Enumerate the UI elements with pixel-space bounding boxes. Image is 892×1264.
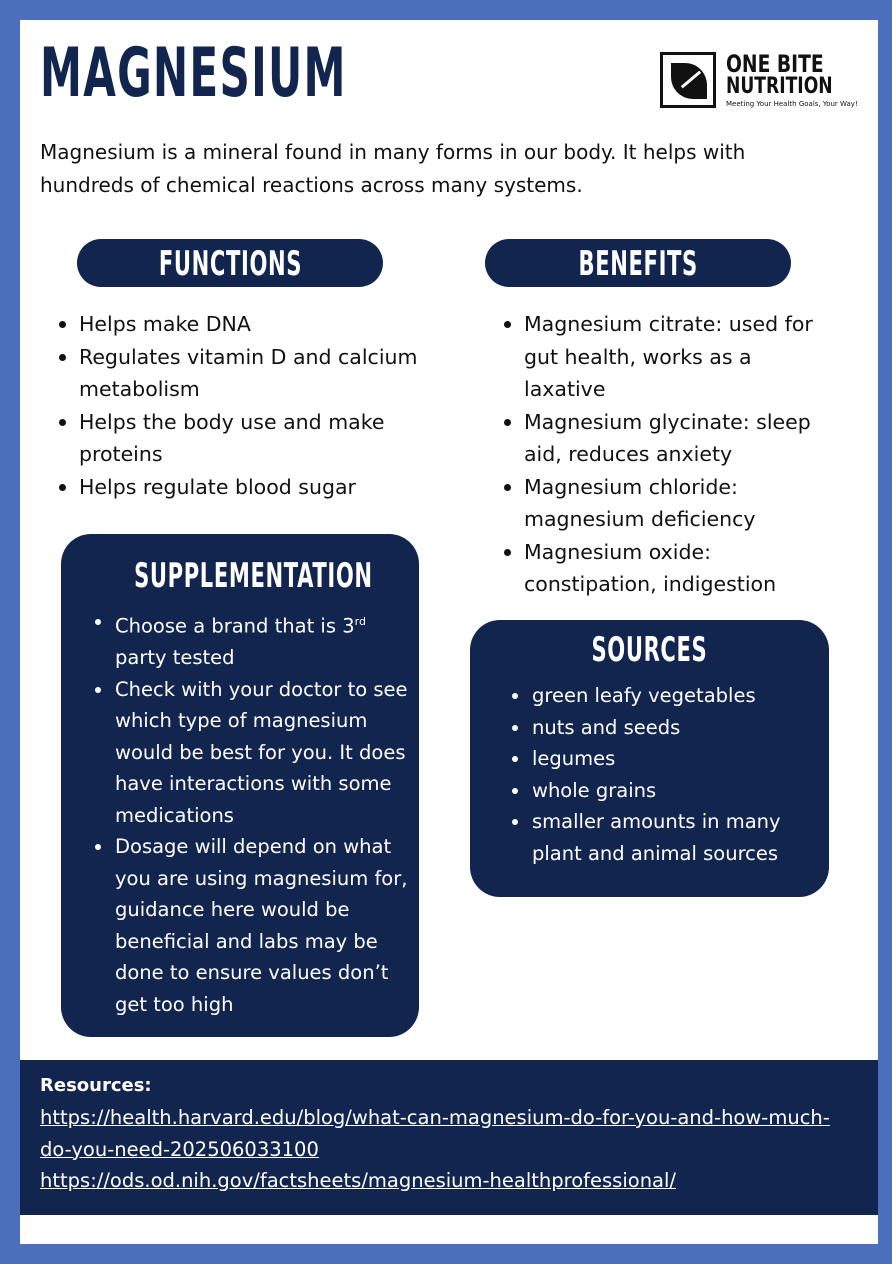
sources-list [510,680,800,869]
list-item: Regulates vitamin D and calcium metabolism [57,341,427,406]
logo-name-line1: ONE BITE [726,50,824,78]
functions-list [57,308,427,503]
page-title: MAGNESIUM [40,34,347,113]
list-item: Helps regulate blood sugar [57,471,427,504]
resources-footer [20,1060,878,1215]
supplementation-heading-text: SUPPLEMENTATION [134,556,373,596]
list-item: Magnesium glycinate: sleep aid, reduces anxiety [502,406,832,471]
list-item: Check with your doctor to see which type of magnesium would be best for you. It does have interactions with some medications [93,674,411,832]
list-item: Magnesium citrate: used for gut health, works as a laxative [502,308,832,406]
brand-logo [660,52,860,112]
benefits-heading-text: BENEFITS [578,244,698,284]
leaf-icon [660,52,716,108]
list-item: green leafy vegetables [510,680,800,712]
list-item: Dosage will depend on what you are using magnesium for, guidance here would be beneficial and labs may be done to ensure values don’t get too high [93,831,411,1020]
fact-sheet [20,20,878,1244]
resource-link-nih[interactable]: https://ods.od.nih.gov/factsheets/magnesium-healthprofessional/ [40,1169,676,1192]
ordinal-suffix: rd [354,615,366,628]
supplementation-card [61,534,419,1037]
list-item: legumes [510,743,800,775]
sources-heading-text: SOURCES [591,630,708,670]
resources-links [40,1102,840,1197]
list-item-text: Choose a brand that is 3 [115,614,355,638]
list-item: Magnesium chloride: magnesium deficiency [502,471,832,536]
logo-name-line2: NUTRITION [726,74,833,99]
list-item: smaller amounts in many plant and animal sources [510,806,800,869]
intro-paragraph: Magnesium is a mineral found in many forms in our body. It helps with hundreds of chemical reactions across many systems. [40,140,746,197]
resource-link-harvard[interactable]: https://health.harvard.edu/blog/what-can-magnesium-do-for-you-and-how-much-do-you-need-202506033100 [40,1106,830,1161]
list-item: whole grains [510,775,800,807]
list-item: Helps the body use and make proteins [57,406,427,471]
sources-heading [470,622,829,678]
sources-card [470,620,829,897]
benefits-heading [485,239,791,287]
supplementation-heading [61,548,419,604]
functions-heading-text: FUNCTIONS [158,244,302,284]
list-item: nuts and seeds [510,712,800,744]
list-item-text: party tested [115,646,235,669]
list-item [93,606,411,674]
supplementation-list [93,606,411,1020]
list-item: Helps make DNA [57,308,427,341]
functions-heading [77,239,383,287]
list-item: Magnesium oxide: constipation, indigestion [502,536,832,601]
benefits-list [502,308,832,601]
logo-tagline: Meeting Your Health Goals, Your Way! [726,100,858,108]
resources-label: Resources: [40,1075,152,1096]
